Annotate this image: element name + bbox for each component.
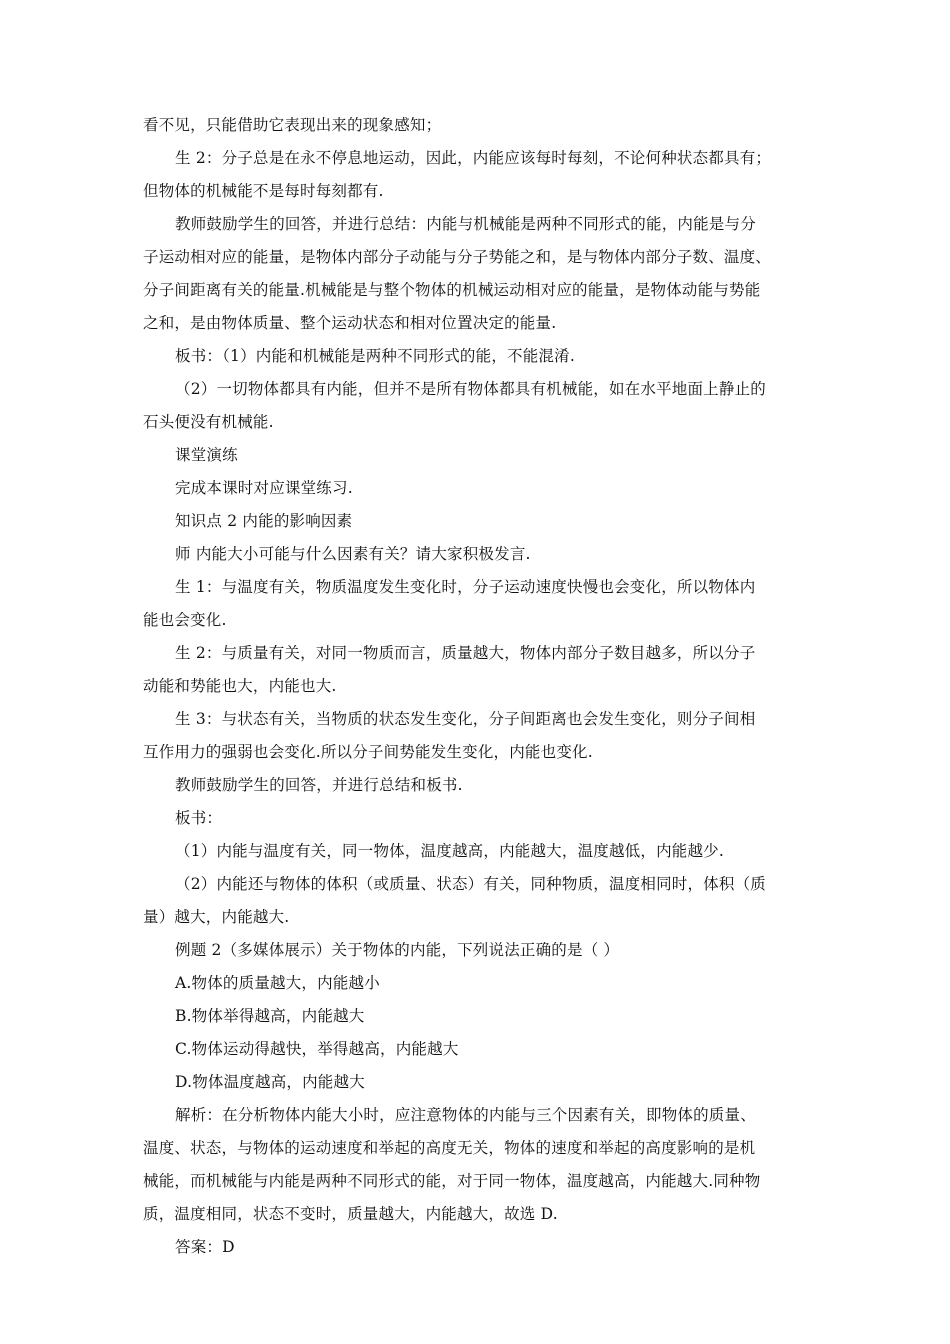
text-line: 完成本课时对应课堂练习. <box>175 479 353 497</box>
text-line: 温度、状态，与物体的运动速度和举起的高度无关，物体的速度和举起的高度影响的是机 <box>143 1139 756 1157</box>
text-line: 生 1：与温度有关，物质温度发生变化时，分子运动速度快慢也会变化，所以物体内 <box>175 578 756 596</box>
text-line: 之和，是由物体质量、整个运动状态和相对位置决定的能量. <box>143 314 557 332</box>
text-line: 量）越大，内能越大. <box>143 908 290 926</box>
text-line: 分子间距离有关的能量.机械能是与整个物体的机械运动相对应的能量，是物体动能与势能 <box>143 281 761 299</box>
text-line: 能也会变化. <box>143 611 227 629</box>
text-line: 动能和势能也大，内能也大. <box>143 677 337 695</box>
text-line: （1）内能与温度有关，同一物体，温度越高，内能越大，温度越低，内能越少. <box>175 842 724 860</box>
text-line: 板书：（1）内能和机械能是两种不同形式的能，不能混淆. <box>175 347 575 365</box>
text-line: 看不见，只能借助它表现出来的现象感知； <box>143 116 442 134</box>
text-line: 师 内能大小可能与什么因素有关？请大家积极发言. <box>175 545 531 563</box>
text-line: 教师鼓励学生的回答，并进行总结和板书. <box>175 776 463 794</box>
text-line: 子运动相对应的能量，是物体内部分子动能与分子势能之和，是与物体内部分子数、温度、 <box>143 248 772 266</box>
option-c: C.物体运动得越快，举得越高，内能越大 <box>175 1040 459 1058</box>
text-line: 生 3：与状态有关，当物质的状态发生变化，分子间距离也会发生变化，则分子间相 <box>175 710 756 728</box>
text-line: 互作用力的强弱也会变化.所以分子间势能发生变化，内能也变化. <box>143 743 593 761</box>
option-d: D.物体温度越高，内能越大 <box>175 1073 365 1091</box>
text-line: （2）内能还与物体的体积（或质量、状态）有关，同种物质，温度相同时，体积（质 <box>175 875 766 893</box>
text-line: 教师鼓励学生的回答，并进行总结：内能与机械能是两种不同形式的能，内能是与分 <box>175 215 756 233</box>
example-question: 例题 2（多媒体展示）关于物体的内能，下列说法正确的是（ ） <box>175 941 620 959</box>
option-b: B.物体举得越高，内能越大 <box>175 1007 365 1025</box>
text-line: 板书： <box>175 809 223 827</box>
text-line: 但物体的机械能不是每时每刻都有. <box>143 182 384 200</box>
text-line: 生 2：与质量有关，对同一物质而言，质量越大，物体内部分子数目越多，所以分子 <box>175 644 756 662</box>
text-line: 解析：在分析物体内能大小时，应注意物体的内能与三个因素有关，即物体的质量、 <box>175 1106 756 1124</box>
text-line: 生 2：分子总是在永不停息地运动，因此，内能应该每时每刻，不论何种状态都具有； <box>175 149 772 167</box>
text-line: 械能，而机械能与内能是两种不同形式的能，对于同一物体，温度越高，内能越大.同种物 <box>143 1172 761 1190</box>
option-a: A.物体的质量越大，内能越小 <box>175 974 380 992</box>
text-line: 石头便没有机械能. <box>143 413 274 431</box>
answer-line: 答案：D <box>175 1238 235 1256</box>
section-heading: 知识点 2 内能的影响因素 <box>175 512 353 530</box>
text-line: 质，温度相同，状态不变时，质量越大，内能越大，故选 D. <box>143 1205 558 1223</box>
section-heading: 课堂演练 <box>175 446 238 464</box>
text-line: （2）一切物体都具有内能，但并不是所有物体都具有机械能，如在水平地面上静止的 <box>175 380 766 398</box>
